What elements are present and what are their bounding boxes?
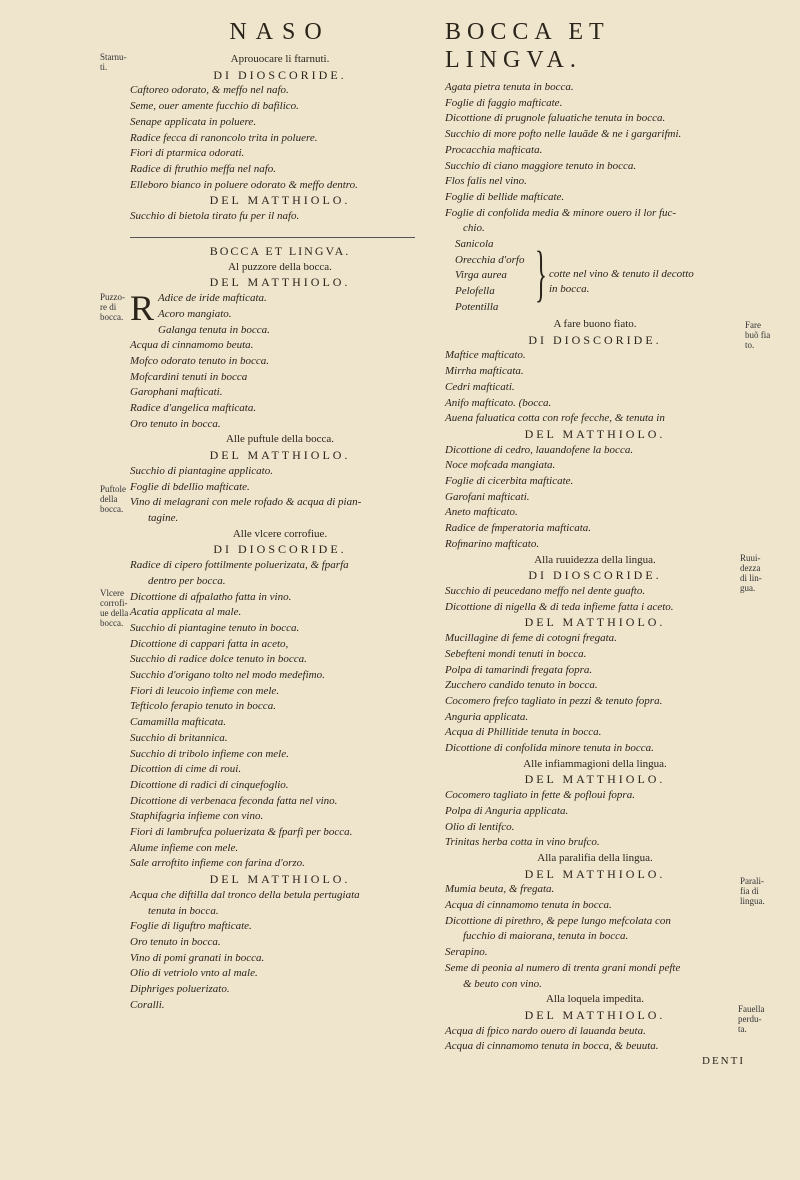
ra-line: Foglie di confolida media & minore ouero il lor fuc- — [445, 206, 677, 219]
lb-line: Dicottione di radici di cinquefoglio. — [130, 778, 289, 791]
ra-line: Foglie di faggio mafticate. — [445, 96, 563, 109]
left-body-list — [130, 260, 430, 1014]
ra-line: Flos falis nel vino. — [445, 175, 527, 188]
lt-line: Senape applicata in poluere. — [130, 115, 257, 128]
rb-line: Foglie di cicerbita mafticate. — [445, 475, 574, 488]
ra-line: Foglie di bellide mafticate. — [445, 190, 565, 203]
lt-line: Caftoreo odorato, & meffo nel nafo. — [130, 84, 289, 97]
lb-line: R Adice de iride mafticata. — [130, 288, 267, 329]
lb-line: Dicottion di cime di roui. — [130, 763, 242, 776]
rb-line: Acqua di cinnamomo tenuta in bocca, & beuuta. — [445, 1040, 659, 1053]
rb-line: Radice de fmperatoria mafticata. — [445, 522, 592, 535]
lt-line: DEL MATTHIOLO. — [209, 193, 351, 208]
lb-line: Alume infieme con mele. — [130, 841, 239, 854]
brace-text-line: cotte nel vino & tenuto il decotto — [549, 268, 694, 281]
lb-line: Radice d'angelica mafticata. — [130, 402, 257, 415]
lb-line: Dicottione di cappari fatta in aceto, — [130, 637, 289, 650]
lb-line: Succhio di radice dolce tenuto in bocca. — [130, 653, 307, 666]
lt-line: Radice di ftruthio meffa nel nafo. — [130, 162, 277, 175]
margin-note-ruuidezza: Ruui- dezza di lin- gua. — [740, 553, 762, 593]
rb-line: Olio di lentifco. — [445, 820, 515, 833]
lb-line: Fiori di lambrufca poluerizata & fparfi per bocca. — [130, 826, 353, 839]
lb-line: DI DIOSCORIDE. — [213, 542, 347, 557]
lb-line: Garophani mafticati. — [130, 386, 223, 399]
lt-line: Fiori di ptarmica odorati. — [130, 147, 245, 160]
curly-brace-icon: } — [535, 240, 547, 309]
rb-line: Polpa di tamarindi fregata fopra. — [445, 663, 593, 676]
rb-line: DEL MATTHIOLO. — [524, 615, 666, 630]
left-column — [130, 18, 430, 1013]
lb-line: Tefticolo ferapio tenuto in bocca. — [130, 700, 276, 713]
rb-line: Acqua di cinnamomo tenuta in bocca. — [445, 899, 612, 912]
right-list-b — [445, 317, 745, 1055]
ra-line: Succhio di ciano maggiore tenuto in bocca. — [445, 159, 637, 172]
lt-line: Radice fecca di ranoncolo trita in poluere. — [130, 131, 318, 144]
right-list-a — [445, 80, 745, 237]
brace-item: Potentilla — [455, 300, 499, 313]
lb-line: Succhio di tribolo infieme con mele. — [130, 747, 289, 760]
rb-line: Succhio di peucedano meffo nel dente guafto. — [445, 584, 646, 597]
section-rule — [130, 237, 415, 238]
lt-line: DI DIOSCORIDE. — [213, 67, 347, 82]
lb-line: DEL MATTHIOLO. — [209, 275, 351, 290]
rb-line: DI DIOSCORIDE. — [528, 568, 662, 583]
rb-line: Sebefteni mondi tenuti in bocca. — [445, 647, 587, 660]
rb-line: Mirrha mafticata. — [445, 365, 524, 378]
rb-line: Aneto mafticato. — [445, 506, 518, 519]
rb-line: Acqua di fpico nardo ouero di lauanda beuta. — [445, 1024, 646, 1037]
rb-line: Auena faluatica cotta con rofe fecche, & tenuta in — [445, 412, 665, 425]
brace-text-line: in bocca. — [549, 283, 590, 296]
rb-line: Rofmarino mafticato. — [445, 537, 540, 550]
lt-line: Succhio di bietola tirato fu per il nafo. — [130, 210, 300, 223]
rb-line: Dicottione di confolida minore tenuta in bocca. — [445, 742, 654, 755]
rb-line: DEL MATTHIOLO. — [524, 772, 666, 787]
lb-line: Alle vlcere corrofiue. — [232, 527, 328, 540]
lb-line: DEL MATTHIOLO. — [209, 448, 351, 463]
ra-line: Procacchia mafticata. — [445, 143, 543, 156]
running-head-left: NASO — [229, 19, 331, 45]
lb-line: Acqua di cinnamomo beuta. — [130, 339, 254, 352]
rb-line: Noce mofcada mangiata. — [445, 459, 556, 472]
ra-line: Agata pietra tenuta in bocca. — [445, 81, 574, 93]
rb-line: Dicottione di cedro, lauandofene la bocca. — [445, 443, 634, 456]
rb-line: Mumia beuta, & fregata. — [445, 883, 555, 896]
lb-line: Al puzzore della bocca. — [228, 260, 332, 273]
lb-line: Oro tenuto in bocca. — [130, 417, 221, 430]
margin-note-starnuti: Starnu- ti. — [100, 52, 127, 72]
rb-line: Maftice mafticato. — [445, 349, 526, 362]
lb-line: Foglie di liguftro mafticate. — [130, 920, 252, 933]
lb-line: Foglie di bdellio mafticate. — [130, 480, 250, 493]
rb-line: Garofani mafticati. — [445, 490, 530, 503]
brace-text — [549, 267, 694, 297]
lb-line: DEL MATTHIOLO. — [209, 872, 351, 887]
margin-note-fauella: Fauella perdu- ta. — [738, 1004, 765, 1034]
lb-line: Dicottione di afpalatho fatta in vino. — [130, 590, 292, 603]
rb-line: Alle infiammagioni della lingua. — [523, 757, 667, 770]
brace-items — [455, 237, 524, 316]
rb-line: & beuto con vino. — [463, 977, 542, 990]
section-title: BOCCA ET LINGVA. — [209, 243, 351, 258]
lt-line: Elleboro bianco in poluere odorato & meffo dentro. — [130, 178, 358, 191]
ra-line: chio. — [463, 222, 485, 235]
rb-line: fucchio di maiorana, tenuta in bocca. — [463, 930, 629, 943]
margin-note-vlcere: Vlcere corrofi- ue della bocca. — [100, 588, 129, 628]
margin-note-fiato: Fare buõ fia to. — [745, 320, 771, 350]
rb-line: DEL MATTHIOLO. — [524, 426, 666, 441]
lb-line: Succhio d'origano tolto nel modo medefimo. — [130, 669, 325, 682]
lb-line: Vino di pomi granati in bocca. — [130, 951, 265, 964]
margin-note-puftole: Puftole della bocca. — [100, 484, 126, 514]
ra-line: Succhio di more pofto nelle lauãde & ne i gargarifmi. — [445, 128, 682, 141]
brace-item: Virga aurea — [455, 269, 507, 282]
rb-line: Zucchero candido tenuto in bocca. — [445, 679, 598, 692]
running-head-right: BOCCA ET LINGVA. — [445, 19, 610, 73]
rb-line: Dicottione di nigella & di teda infieme fatta i aceto. — [445, 600, 674, 613]
lt-line: Seme, ouer amente fucchio di bafilico. — [130, 100, 299, 113]
rb-line: Cocomero tagliato in fette & pofloui fopra. — [445, 789, 635, 802]
lb-line: Succhio di piantagine tenuto in bocca. — [130, 621, 300, 634]
lb-line: Vino di melagrani con mele rofado & acqua di pian- — [130, 496, 362, 509]
rb-line: A fare buono fiato. — [553, 318, 637, 331]
brace-item: Orecchia d'orfo — [455, 253, 525, 266]
lb-line: tenuta in bocca. — [148, 904, 219, 917]
margin-note-paralifia: Parali- fia di lingua. — [740, 876, 765, 906]
rb-line: Anifo mafticato. (bocca. — [445, 396, 552, 409]
lb-line: Galanga tenuta in bocca. — [158, 323, 270, 336]
rb-line: Alla ruuidezza della lingua. — [534, 553, 656, 566]
rb-line: Cocomero frefco tagliato in pezzi & tenuto fopra. — [445, 694, 663, 707]
lb-line: Staphifagria infieme con vino. — [130, 810, 264, 823]
lb-line: Olio di vetriolo vnto al male. — [130, 967, 258, 980]
lb-line: Acatia applicata al male. — [130, 606, 242, 619]
lt-line: Aprouocare li ftarnuti. — [230, 53, 330, 65]
lb-line: Acoro mangiato. — [158, 307, 232, 320]
catchword: DENTI — [702, 1055, 745, 1068]
lb-line: Diphriges poluerizato. — [130, 983, 230, 996]
lb-line: dentro per bocca. — [148, 574, 226, 587]
rb-line: Dicottione di pirethro, & pepe lungo mefcolata con — [445, 914, 671, 927]
rb-line: Mucillagine di feme di cotogni fregata. — [445, 632, 617, 645]
left-top-list — [130, 52, 430, 225]
rb-line: Trinitas herba cotta in vino brufco. — [445, 836, 600, 849]
lb-line: Mofco odorato tenuto in bocca. — [130, 354, 270, 367]
rb-line: DI DIOSCORIDE. — [528, 332, 662, 347]
rb-line: DEL MATTHIOLO. — [524, 1007, 666, 1022]
rb-line: Alla loquela impedita. — [545, 993, 645, 1006]
rb-line: DEL MATTHIOLO. — [524, 866, 666, 881]
lb-line: Acqua che diftilla dal tronco della betula pertugiata — [130, 888, 360, 901]
lb-line: Succhio di britannica. — [130, 731, 228, 744]
lb-line: Sale arroftito infieme con farina d'orzo. — [130, 857, 305, 870]
rb-line: Seme di peonia al numero di trenta grani mondi pefte — [445, 961, 681, 974]
lb-line: Oro tenuto in bocca. — [130, 935, 221, 948]
lb-line: Fiori di leucoio infieme con mele. — [130, 684, 280, 697]
rb-line: Cedri mafticati. — [445, 380, 515, 393]
rb-line: Alla paralifia della lingua. — [537, 851, 653, 864]
rb-line: Acqua di Phillitide tenuta in bocca. — [445, 726, 602, 739]
lb-line: Mofcardini tenuti in bocca — [130, 370, 248, 383]
lb-line: Succhio di piantagine applicato. — [130, 464, 273, 477]
right-column — [445, 18, 745, 1067]
drop-cap-r: R — [130, 288, 155, 329]
rb-line: Anguria applicata. — [445, 710, 529, 723]
rb-line: Serapino. — [445, 946, 488, 959]
brace-group — [445, 237, 745, 317]
lb-line: Camamilla mafticata. — [130, 716, 226, 729]
lb-line: Coralli. — [130, 998, 165, 1011]
ra-line: Dicottione di prugnole faluatiche tenuta in bocca. — [445, 112, 666, 125]
brace-item: Pelofella — [455, 285, 495, 298]
lb-line: Dicottione di verbenaca feconda fatta nel vino. — [130, 794, 338, 807]
lb-line: Radice di cipero fottilmente poluerizata, & fparfa — [130, 559, 349, 572]
brace-item: Sanicola — [455, 238, 494, 251]
lb-line: Alle puftule della bocca. — [225, 433, 335, 446]
lb-line: tagine. — [148, 511, 179, 524]
rb-line: Polpa di Anguria applicata. — [445, 804, 569, 817]
margin-note-puzzore: Puzzo- re di bocca. — [100, 292, 125, 322]
